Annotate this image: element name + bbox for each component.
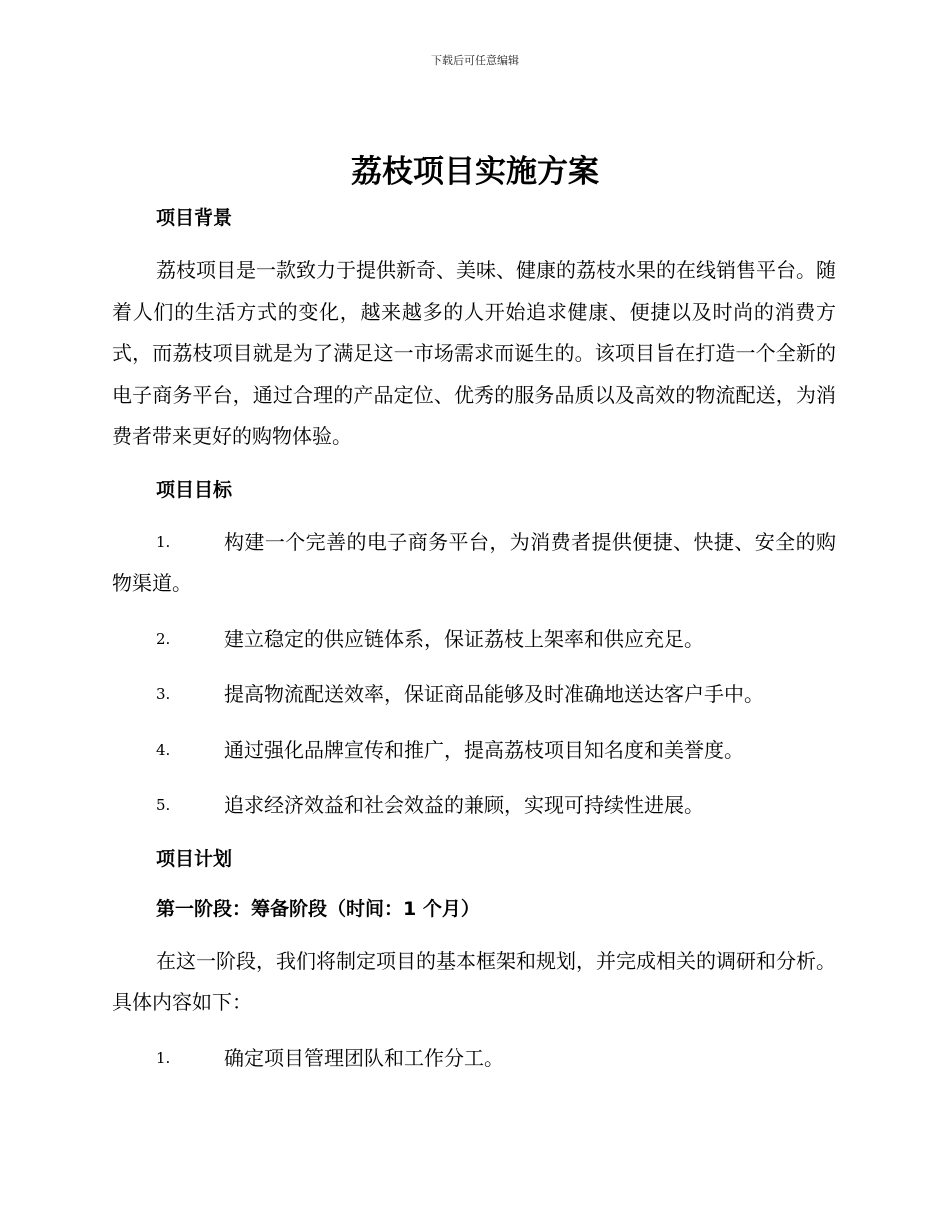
goal-item-text: 建立稳定的供应链体系，保证荔枝上架率和供应充足。 (224, 626, 704, 651)
phase1-item-number: 1. (156, 1048, 171, 1067)
phase1-heading: 第一阶段：筹备阶段（时间：1 个月） (156, 897, 480, 920)
goal-item-number: 3. (156, 685, 171, 703)
goal-item-text: 提高物流配送效率，保证商品能够及时准确地送达客户手中。 (224, 682, 764, 706)
goal-item-text: 通过强化品牌宣传和推广，提高荔枝项目知名度和美誉度。 (224, 737, 744, 762)
goal-item-number: 2. (156, 629, 171, 648)
goal-item-text: 追求经济效益和社会效益的兼顾，实现可持续性进展。 (224, 793, 704, 817)
goal-item-5 (112, 785, 836, 827)
goal-item-number: 1. (156, 532, 171, 551)
document-title: 荔枝项目实施方案 (351, 154, 599, 190)
phase1-item-1 (112, 1038, 836, 1080)
goal-item-number: 4. (156, 740, 171, 759)
section-heading-background: 项目背景 (156, 207, 233, 229)
phase1-item-text: 确定项目管理团队和工作分工。 (224, 1045, 504, 1070)
goal-item-number: 5. (156, 796, 171, 814)
background-paragraph: 荔枝项目是一款致力于提供新奇、美味、健康的荔枝水果的在线销售平台。随着人们的生活方式的变化，越来越多的人开始追求健康、便捷以及时尚的消费方式，而荔枝项目就是为了满足这一市场需求而诞生的。该项目旨在打造一个全新的电子商务平台，通过合理的产品定位、优秀的服务品质以及高效的物流配送，为消费者带来更好的购物体验。 (112, 258, 836, 448)
phase1-paragraph: 在这一阶段，我们将制定项目的基本框架和规划，并完成相关的调研和分析。具体内容如下： (112, 948, 836, 1014)
document-body (112, 200, 836, 1079)
section-heading-goals: 项目目标 (156, 478, 233, 501)
header-note: 下载后可任意编辑 (431, 54, 519, 67)
goal-item-text: 构建一个完善的电子商务平台，为消费者提供便捷、快捷、安全的购物渠道。 (112, 529, 836, 595)
goal-item-1 (112, 522, 836, 605)
section-heading-plan: 项目计划 (156, 847, 233, 870)
goal-item-4 (112, 730, 836, 772)
goal-item-2 (112, 619, 836, 661)
goal-item-3 (112, 674, 836, 716)
